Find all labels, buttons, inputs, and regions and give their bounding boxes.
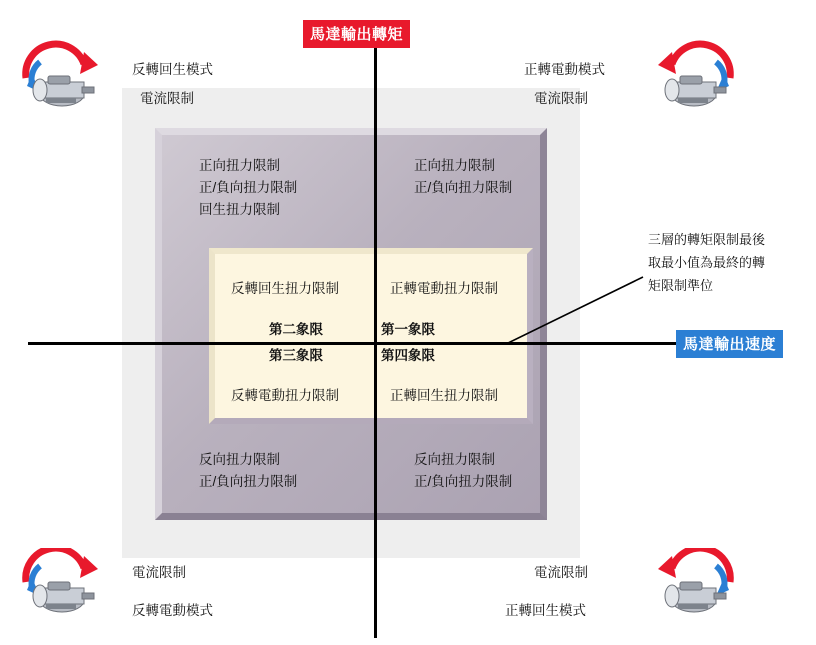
q4-limit-line-2: 正/負向扭力限制 [414, 474, 513, 489]
motor-top-right [642, 38, 738, 110]
top-right-mode-label: 正轉電動模式 [524, 62, 605, 77]
bottom-right-mode-label: 正轉回生模式 [505, 603, 586, 618]
q1-limit-line-1: 正向扭力限制 [414, 158, 495, 173]
motor-bottom-right [642, 548, 738, 620]
inner-q4-limit-label: 正轉回生扭力限制 [390, 388, 498, 403]
inner-q2-limit-label: 反轉回生扭力限制 [231, 281, 339, 296]
torque-axis-label: 馬達輸出轉矩 [303, 20, 410, 48]
motor-bottom-left [18, 548, 114, 620]
inner-q1-limit-label: 正轉電動扭力限制 [390, 281, 498, 296]
speed-axis-label: 馬達輸出速度 [676, 330, 783, 358]
q4-limit-line-1: 反向扭力限制 [414, 452, 495, 467]
bottom-left-mode-label: 反轉電動模式 [132, 603, 213, 618]
callout-note [648, 228, 808, 297]
top-right-limit-label: 電流限制 [534, 91, 588, 106]
q3-limit-line-2: 正/負向扭力限制 [199, 474, 298, 489]
q2-limit-line-2: 正/負向扭力限制 [199, 180, 298, 195]
quadrant-2-name: 第二象限 [269, 322, 323, 337]
bottom-left-limit-label: 電流限制 [132, 565, 186, 580]
top-left-mode-label: 反轉回生模式 [132, 62, 213, 77]
q1-limit-line-2: 正/負向扭力限制 [414, 180, 513, 195]
quadrant-4-name: 第四象限 [381, 348, 435, 363]
vertical-axis [374, 38, 377, 638]
quadrant-3-name: 第三象限 [269, 348, 323, 363]
quadrant-1-name: 第一象限 [381, 322, 435, 337]
bottom-right-limit-label: 電流限制 [534, 565, 588, 580]
q2-limit-line-1: 正向扭力限制 [199, 158, 280, 173]
callout-line-2: 取最小值為最終的轉 [648, 255, 766, 270]
callout-line-1: 三層的轉矩限制最後 [648, 232, 766, 247]
callout-leader-line [508, 275, 658, 355]
q3-limit-line-1: 反向扭力限制 [199, 452, 280, 467]
q2-limit-line-3: 回生扭力限制 [199, 202, 280, 217]
callout-line-3: 矩限制準位 [648, 278, 714, 293]
inner-q3-limit-label: 反轉電動扭力限制 [231, 388, 339, 403]
motor-top-left [18, 38, 114, 110]
top-left-limit-label: 電流限制 [140, 91, 194, 106]
